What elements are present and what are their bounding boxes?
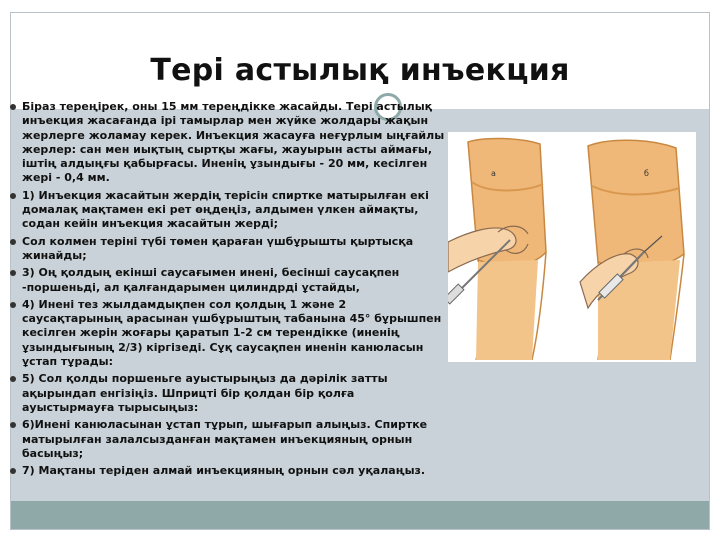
title-area bbox=[11, 13, 709, 109]
bullet-icon bbox=[10, 302, 16, 308]
figure-label-b: б bbox=[644, 169, 649, 178]
paragraph-step-6 bbox=[8, 418, 448, 461]
paragraph-step-1 bbox=[8, 189, 448, 232]
slide-title: Тері астылық инъекция bbox=[150, 53, 570, 88]
footer-bar bbox=[11, 501, 709, 529]
figure-label-a: а bbox=[491, 169, 496, 178]
paragraph-text: 4) Инені тез жылдамдықпен сол қолдың 1 және 2 саусақтарының арасынан үшбұрыштың табанына 45° бұрышпен кесілген жерін жоғары қаратып 1-2 см терендікке (иненің ұзындығының 2/3) кіргізеді. Сұқ саусақпен иненін канюласын ұстап тұрады: bbox=[22, 297, 442, 369]
bullet-icon bbox=[10, 193, 16, 199]
bullet-icon bbox=[10, 376, 16, 382]
injection-illustration-svg bbox=[448, 132, 696, 362]
paragraph-step-5 bbox=[8, 372, 448, 415]
paragraph-text: 6)Инені канюласынан ұстап тұрып, шығарып алыңыз. Спиртке матырылған залалсызданған мақтамен инъекцияның орнын басыңыз; bbox=[22, 418, 428, 460]
paragraph-step-7 bbox=[8, 464, 448, 478]
paragraph-step-3 bbox=[8, 266, 448, 295]
paragraph-text: 5) Сол қолды поршеньге ауыстырыңыз да дәрілік затты ақырындап енгізіңіз. Шприцті бір қолдан бір қолға ауыстырмауға тырысыңыз: bbox=[22, 372, 388, 414]
bullet-icon bbox=[10, 468, 16, 474]
paragraph-intro bbox=[8, 100, 448, 186]
body-text bbox=[8, 100, 448, 481]
bullet-icon bbox=[10, 270, 16, 276]
paragraph-text: 7) Мақтаны теріден алмай инъекцияның орнын сәл уқалаңыз. bbox=[22, 464, 426, 478]
paragraph-step-4 bbox=[8, 298, 448, 369]
injection-illustration bbox=[448, 132, 696, 362]
bullet-icon bbox=[10, 239, 16, 245]
paragraph-text: 3) Оң қолдың екінші саусағымен инені, бесінші саусақпен -поршеньді, ал қалғандарымен цилиндрді ұстайды, bbox=[22, 266, 400, 294]
bullet-icon bbox=[10, 422, 16, 428]
arm-left-panel bbox=[448, 138, 546, 360]
paragraph-text: 1) Инъекция жасайтын жердің терісін спиртке матырылған екі домалақ мақтамен екі рет өңдеңіз, алдымен үлкен аймақты, содан кейін инъекция жасайтын жерді; bbox=[22, 188, 429, 231]
paragraph-text: Сол колмен теріні түбі төмен қараған үшбұрышты қыртысқа жинайды; bbox=[22, 234, 414, 262]
paragraph-step-2 bbox=[8, 235, 448, 264]
paragraph-text: Біраз тереңірек, оны 15 мм тереңдікке жасайды. Тері астылық инъекция жасағанда ірі тамырлар мен жүйке жолдары жақын жерлерге жоламау керек. Инъекция жасауға неғұрлым ыңғайлы жерлер: сан мен иықтың сыртқы жағы, жауырын асты аймағы, іштің алдыңғы қабырғасы. Иненің ұзындығы - 20 мм, кесілген жері - 0,4 мм. bbox=[22, 100, 445, 185]
arm-right-panel bbox=[580, 140, 684, 360]
bullet-icon bbox=[10, 104, 16, 110]
